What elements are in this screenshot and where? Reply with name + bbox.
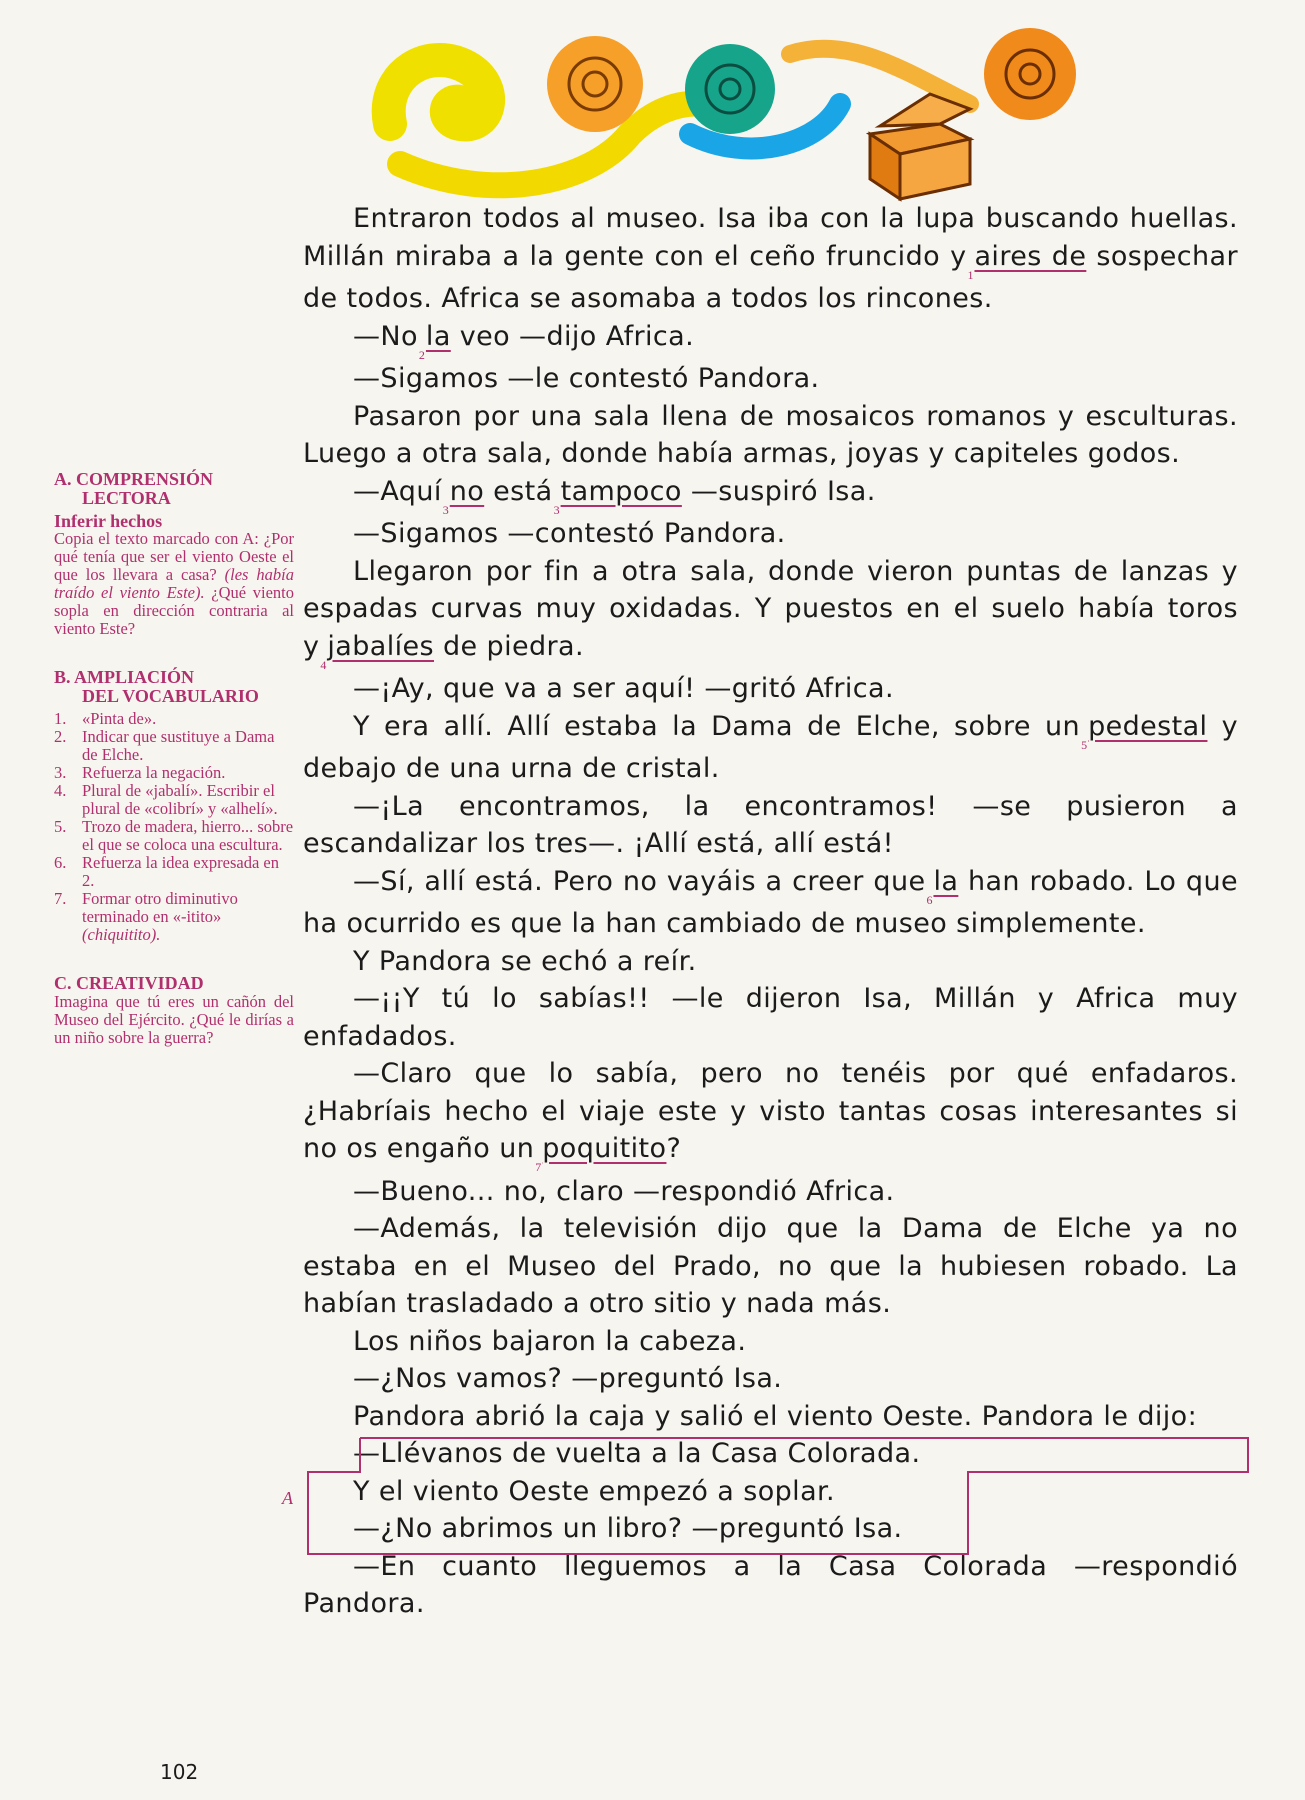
underlined-term: pedestal <box>1088 710 1208 742</box>
text-run: —Claro que lo sabía, pero no tenéis por qué enfadaros. ¿Habríais hecho el viaje este y visto tantas cosas interesantes si no os engaño un <box>303 1058 1238 1164</box>
list-item <box>54 782 294 818</box>
wind-swirls-box-illustration <box>370 14 1160 204</box>
text-run: ? <box>666 1133 682 1164</box>
story-text <box>303 200 1238 1623</box>
paragraph: —¿Nos vamos? —preguntó Isa. <box>353 1363 783 1394</box>
section-a-marker: A <box>282 1488 293 1508</box>
paragraph <box>303 1055 1238 1173</box>
item-number: 4. <box>54 781 67 800</box>
paragraph <box>303 863 1238 943</box>
item-text: Refuerza la idea expresada en 2. <box>82 853 279 890</box>
underlined-term: jabalíes <box>327 630 435 662</box>
section-creatividad <box>54 974 294 1047</box>
paragraph: —¿No abrimos un libro? —preguntó Isa. <box>353 1513 903 1544</box>
paragraph: Pasaron por una sala llena de mosaicos romanos y esculturas. Luego a otra sala, donde había armas, joyas y capiteles godos. <box>303 400 1238 469</box>
paragraph-marked-a: Pandora abrió la caja y salió el viento Oeste. Pandora le dijo: <box>353 1400 1198 1432</box>
list-item <box>54 764 294 782</box>
paragraph: —Sigamos —contestó Pandora. <box>353 518 786 549</box>
section-title-line: LECTORA <box>82 488 171 508</box>
section-title <box>54 470 294 508</box>
item-text: Plural de «jabalí». Escribir el plural de «colibrí» y «alhelí». <box>82 781 278 818</box>
paragraph <box>303 200 1238 318</box>
underlined-term: no <box>449 475 485 507</box>
item-number: 6. <box>54 853 67 872</box>
paragraph: Los niños bajaron la cabeza. <box>353 1325 747 1357</box>
vocab-marker: 1 <box>967 267 974 282</box>
paragraph <box>303 708 1238 788</box>
paragraph: —Sigamos —le contestó Pandora. <box>353 363 820 394</box>
item-number: 5. <box>54 817 67 836</box>
exercise-sidebar <box>54 470 294 1077</box>
text-run: veo —dijo Africa. <box>459 320 695 352</box>
text-run: Y era allí. Allí estaba la Dama de Elche, sobre un <box>353 710 1081 742</box>
paragraph: —Además, la televisión dijo que la Dama de Elche ya no estaba en el Museo del Prado, no que la hubiesen robado. La habían trasladado a otro sitio y nada más. <box>303 1213 1238 1319</box>
section-title-line: DEL VOCABULARIO <box>82 686 259 706</box>
item-number: 1. <box>54 709 67 728</box>
item-text: Indicar que sustituye a Dama de Elche. <box>82 727 275 764</box>
item-text: Formar otro diminutivo terminado en «-itito» <box>82 889 238 926</box>
item-number: 7. <box>54 889 67 908</box>
text-run: de piedra. <box>443 630 584 662</box>
paragraph: —¡¡Y tú lo sabías!! —le dijeron Isa, Millán y Africa muy enfadados. <box>303 983 1238 1052</box>
orange-swirl-icon <box>547 36 643 132</box>
paragraph: —Bueno... no, claro —respondió Africa. <box>353 1175 895 1207</box>
underlined-term: poquitito <box>542 1133 667 1164</box>
exercise-question: ¿Qué viento sopla en dirección contraria al viento Este? <box>54 583 295 638</box>
section-comprension-lectora <box>54 470 294 638</box>
text-run: —No <box>353 320 418 352</box>
paragraph <box>303 318 1238 361</box>
vocab-marker: 3 <box>442 502 449 517</box>
exercise-question: Copia el texto marcado con A: ¿Por qué tenía que ser el viento Oeste el que los llevara a casa? <box>54 529 294 584</box>
vocab-marker: 7 <box>535 1160 542 1174</box>
vocab-marker: 2 <box>418 347 425 362</box>
text-run: Entraron todos al museo. Isa iba con la lupa buscando huellas. Millán miraba a la gente con el ceño fruncido y <box>303 203 1238 272</box>
text-run: han robado. Lo que ha ocurrido es que la han cambiado de museo simplemente. <box>303 865 1238 939</box>
vocab-marker: 4 <box>320 657 327 672</box>
paragraph-marked-a: —Llévanos de vuelta a la Casa Colorada. <box>353 1438 921 1469</box>
text-run: —Sí, allí está. Pero no vayáis a creer que <box>353 865 926 897</box>
paragraph <box>303 473 1238 516</box>
section-title <box>54 974 294 993</box>
underlined-term: tampoco <box>560 475 682 507</box>
exercise-hint: (les había traído el viento Este). <box>54 565 294 602</box>
section-title <box>54 668 294 706</box>
paragraph: Y el viento Oeste empezó a soplar. <box>353 1475 836 1507</box>
text-run: —suspiró Isa. <box>690 475 876 507</box>
text-run: —Aquí <box>353 475 442 507</box>
section-title-line: B. AMPLIACIÓN <box>54 667 195 687</box>
list-item <box>54 854 294 890</box>
vocab-marker: 6 <box>926 892 933 907</box>
box-icon <box>870 94 970 199</box>
teal-swirl-icon <box>685 44 840 148</box>
section-text: Imagina que tú eres un cañón del Museo del Ejército. ¿Qué le dirías a un niño sobre la guerra? <box>54 992 294 1047</box>
item-text: «Pinta de». <box>82 709 157 728</box>
item-number: 2. <box>54 727 67 746</box>
vocab-marker: 5 <box>1081 737 1088 752</box>
text-run: está <box>493 475 553 507</box>
paragraph <box>303 553 1238 671</box>
paragraph: —¡Ay, que va a ser aquí! —gritó Africa. <box>353 673 894 704</box>
section-subtitle: Inferir hechos <box>54 511 163 531</box>
item-text: Trozo de madera, hierro... sobre el que se coloca una escultura. <box>82 817 294 854</box>
text-run: Llegaron por fin a otra sala, donde vieron puntas de lanzas y espadas curvas muy oxidadas. Y puestos en el suelo había toros y <box>303 555 1238 662</box>
list-item <box>54 710 294 728</box>
page-number: 102 <box>160 1760 199 1784</box>
list-item <box>54 818 294 854</box>
underlined-term: la <box>933 865 959 897</box>
list-item <box>54 728 294 764</box>
item-text: Refuerza la negación. <box>82 763 226 782</box>
section-ampliacion-vocabulario <box>54 668 294 944</box>
section-title-line: C. CREATIVIDAD <box>54 973 204 993</box>
text-run: sospechar de todos. Africa se asomaba a todos los rincones. <box>303 240 1238 314</box>
section-text <box>54 530 294 638</box>
vocabulary-list <box>54 710 294 944</box>
section-title-line: A. COMPRENSIÓN <box>54 469 214 489</box>
item-example: (chiquitito). <box>82 925 161 944</box>
vocab-marker: 3 <box>553 502 560 517</box>
underlined-term: la <box>425 320 451 352</box>
paragraph: Y Pandora se echó a reír. <box>353 945 697 977</box>
paragraph: —En cuanto lleguemos a la Casa Colorada —respondió Pandora. <box>303 1550 1238 1619</box>
item-number: 3. <box>54 763 67 782</box>
text-run: y debajo de una urna de cristal. <box>303 710 1239 784</box>
list-item <box>54 890 294 944</box>
paragraph: —¡La encontramos, la encontramos! —se pusieron a escandalizar los tres—. ¡Allí está, allí está! <box>303 790 1238 859</box>
underlined-term: aires de <box>974 240 1087 272</box>
